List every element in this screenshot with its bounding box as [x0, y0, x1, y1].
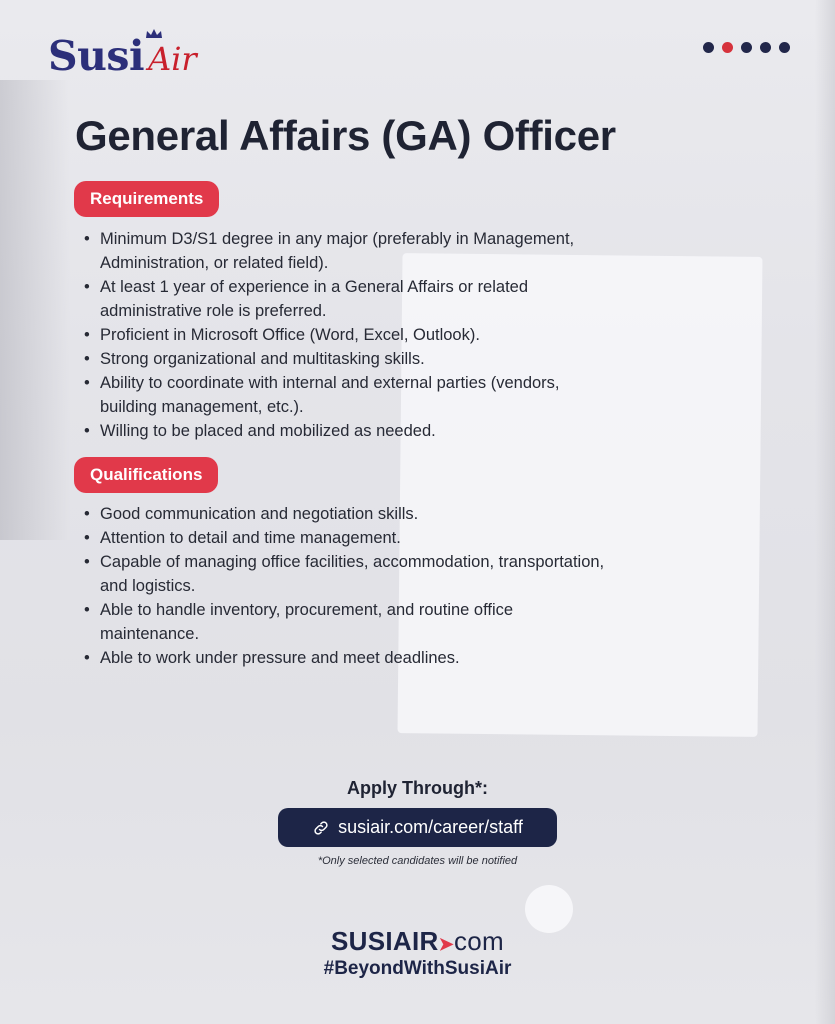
background-cockpit-panel — [0, 80, 70, 540]
career-link-button[interactable] — [278, 808, 557, 847]
list-item: • Proficient in Microsoft Office (Word, Excel, Outlook). — [82, 323, 682, 347]
selection-note: *Only selected candidates will be notified — [317, 855, 518, 867]
pagination-dot-active[interactable] — [722, 42, 733, 53]
list-item: • Capable of managing office facilities, accommodation, transportation, — [82, 550, 682, 574]
background-edge — [815, 0, 835, 1024]
requirements-label: Requirements — [74, 181, 219, 217]
crown-icon — [145, 28, 163, 40]
hashtag: #BeyondWithSusiAir — [323, 958, 512, 979]
list-item-continuation: and logistics. — [100, 577, 196, 595]
list-item-continuation: administrative role is preferred. — [100, 302, 327, 320]
pagination-dot[interactable] — [760, 42, 771, 53]
list-item: • Able to handle inventory, procurement, and routine office — [82, 598, 682, 622]
pagination-dot[interactable] — [779, 42, 790, 53]
pagination-dot[interactable] — [741, 42, 752, 53]
logo-air-text: Air — [148, 40, 197, 78]
list-item-continuation: building management, etc.). — [100, 398, 304, 416]
cursor-icon: ➤ — [438, 934, 454, 954]
susiair-logo — [48, 32, 197, 80]
list-item: • Strong organizational and multitasking skills. — [82, 347, 682, 371]
career-link-text: susiair.com/career/staff — [338, 817, 523, 837]
list-item-continuation: maintenance. — [100, 625, 200, 643]
list-item: • Ability to coordinate with internal and external parties (vendors, — [82, 371, 682, 395]
apply-heading: Apply Through*: — [347, 778, 488, 798]
list-item: • Minimum D3/S1 degree in any major (preferably in Management, — [82, 227, 682, 251]
pagination-dot[interactable] — [703, 42, 714, 53]
logo-susi-text: Susi — [48, 32, 145, 80]
job-title: General Affairs (GA) Officer — [75, 112, 616, 159]
footer-brand — [0, 926, 835, 957]
qualifications-list — [82, 502, 682, 670]
requirements-list — [82, 227, 682, 443]
list-item: • Attention to detail and time management. — [82, 526, 682, 550]
qualifications-label: Qualifications — [74, 457, 218, 493]
link-icon — [312, 819, 330, 837]
list-item: • At least 1 year of experience in a General Affairs or related — [82, 275, 682, 299]
list-item-continuation: Administration, or related field). — [100, 254, 329, 272]
list-item: • Good communication and negotiation skills. — [82, 502, 682, 526]
footer-brand-text: SUSIAIR — [331, 926, 439, 956]
pagination-dots — [703, 42, 790, 53]
list-item: • Willing to be placed and mobilized as needed. — [82, 419, 682, 443]
footer-dotcom-text: com — [453, 926, 504, 956]
list-item: • Able to work under pressure and meet deadlines. — [82, 646, 682, 670]
